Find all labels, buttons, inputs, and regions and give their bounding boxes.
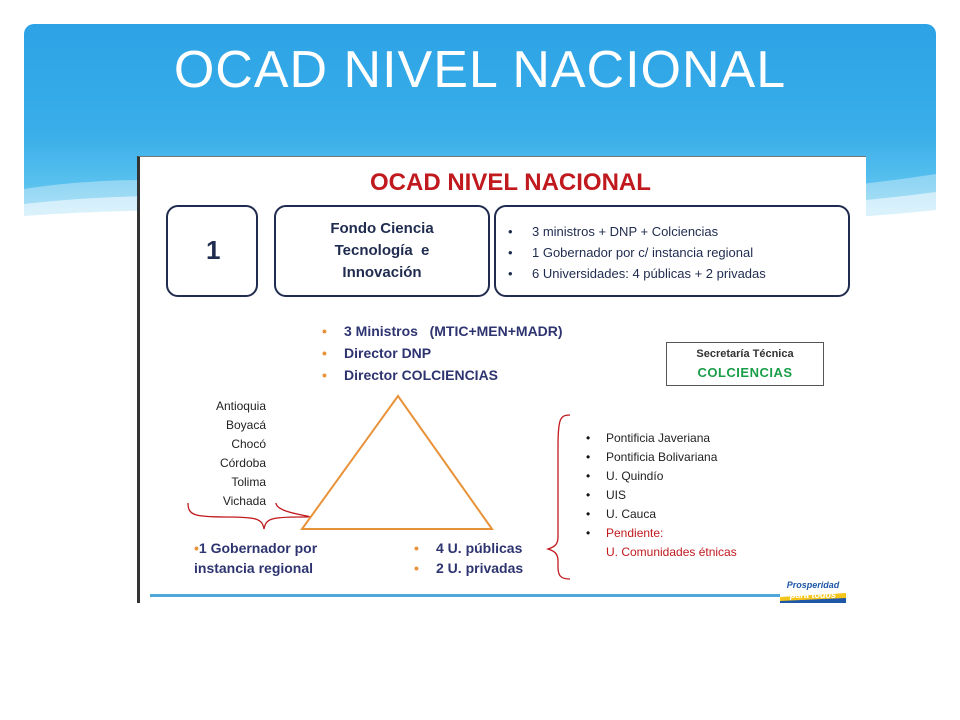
department-item: Antioquia — [215, 399, 266, 413]
logo-line: Prosperidad — [786, 580, 840, 590]
secretaria-entity: COLCIENCIAS — [697, 365, 793, 380]
governor-line: 1 Gobernador por — [198, 540, 318, 556]
secretaria-label: Secretaría Técnica — [696, 348, 794, 360]
diagram-shapes — [140, 157, 866, 603]
university-item: • Pontificia Javeriana — [586, 429, 737, 448]
department-item: Chocó — [231, 437, 266, 451]
page-title: OCAD NIVEL NACIONAL — [173, 41, 787, 99]
universities-summary-item: • 2 U. privadas — [414, 558, 523, 578]
university-item: • U. Cauca — [586, 505, 737, 524]
fund-line: Fondo Ciencia — [330, 220, 434, 237]
slide-bottom-line — [150, 594, 840, 597]
member-item: • Director DNP — [322, 342, 563, 364]
governor-text — [194, 538, 317, 578]
universities-summary — [414, 538, 523, 578]
member-item: • 3 Ministros (MTIC+MEN+MADR) — [322, 320, 563, 342]
universities-list — [586, 429, 737, 562]
departments-brace — [188, 503, 309, 529]
slide-title: OCAD NIVEL NACIONAL — [370, 169, 651, 196]
universities-summary-item: • 4 U. públicas — [414, 538, 523, 558]
department-item: Tolima — [231, 475, 266, 489]
governor-line: instancia regional — [194, 560, 314, 576]
prosperidad-logo — [780, 579, 846, 603]
pending-label: • Pendiente: — [586, 524, 737, 543]
box-number: 1 — [206, 235, 221, 265]
governor-bullet: • — [194, 540, 199, 556]
university-item: • U. Quindío — [586, 467, 737, 486]
composition-item: • 6 Universidades: 4 públicas + 2 privadas — [508, 263, 766, 284]
member-item: • Director COLCIENCIAS — [322, 364, 563, 386]
composition-item: • 3 ministros + DNP + Colciencias — [508, 221, 766, 242]
logo-line: para todos — [789, 590, 837, 600]
fund-line: Innovación — [342, 264, 422, 281]
pending-item: U. Comunidades étnicas — [606, 545, 737, 559]
university-item: • UIS — [586, 486, 737, 505]
universities-brace — [548, 415, 570, 579]
department-item: Boyacá — [225, 418, 266, 432]
department-item: Córdoba — [219, 456, 266, 470]
triangle-shape — [302, 396, 492, 529]
university-item: • Pontificia Bolivariana — [586, 448, 737, 467]
composition-item: • 1 Gobernador por c/ instancia regional — [508, 242, 766, 263]
department-item: Vichada — [222, 494, 266, 508]
fund-line: Tecnología e — [334, 242, 430, 259]
embedded-slide — [137, 156, 866, 603]
